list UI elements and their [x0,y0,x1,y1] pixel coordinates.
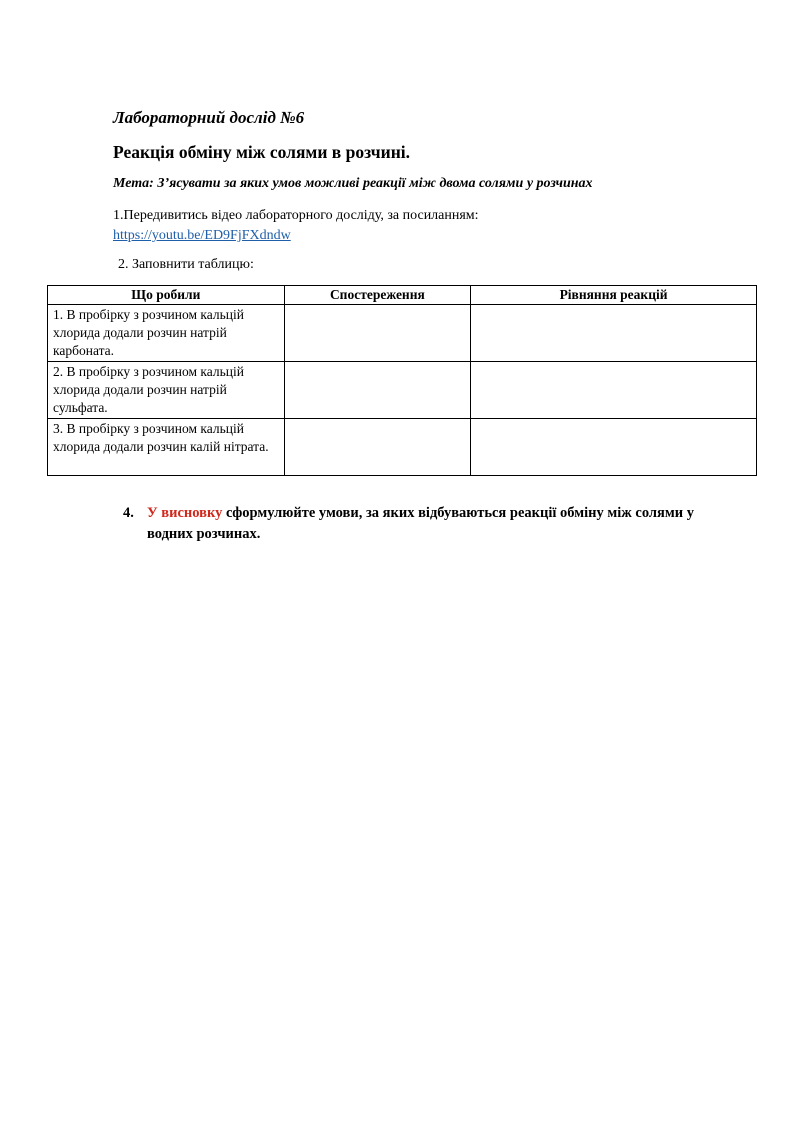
conclusion-number: 4. [123,505,134,521]
observation-table [47,285,757,476]
table-row [48,419,757,476]
cell-observation[interactable] [284,362,470,419]
header-what-done: Що робили [48,286,285,305]
conclusion-text [147,503,703,545]
main-title: Реакція обміну між солями в розчині. [113,142,411,162]
cell-equation[interactable] [471,362,757,419]
header-equations: Рівняння реакцій [471,286,757,305]
table-header-row [48,286,757,305]
cell-equation[interactable] [471,305,757,362]
cell-equation[interactable] [471,419,757,476]
lab-title: Лабораторний дослід №6 [113,108,305,127]
step-1 [113,206,479,246]
conclusion-task [123,503,703,545]
header-observations: Спостереження [284,286,470,305]
cell-observation[interactable] [284,305,470,362]
step-2: 2. Заповнити таблицю: [118,257,254,272]
table-row [48,305,757,362]
cell-what-done: 3. В пробірку з розчином кальцій хлорида додали розчин калій нітрата. [48,419,285,476]
conclusion-rest: сформулюйте умови, за яких відбуваються реакції обміну між солями у водних розчинах. [147,505,695,542]
cell-what-done: 1. В пробірку з розчином кальцій хлорида додали розчин натрій карбоната. [48,305,285,362]
video-link[interactable]: https://youtu.be/ED9FjFXdndw [113,228,291,243]
cell-what-done: 2. В пробірку з розчином кальцій хлорида додали розчин натрій сульфата. [48,362,285,419]
goal-text: Мета: З’ясувати за яких умов можливі реакції між двома солями у розчинах [113,176,593,191]
conclusion-highlight: У висновку [147,505,223,521]
cell-observation[interactable] [284,419,470,476]
step-1-text: 1.Передивитись відео лабораторного досліду, за посиланням: [113,208,479,223]
table-row [48,362,757,419]
